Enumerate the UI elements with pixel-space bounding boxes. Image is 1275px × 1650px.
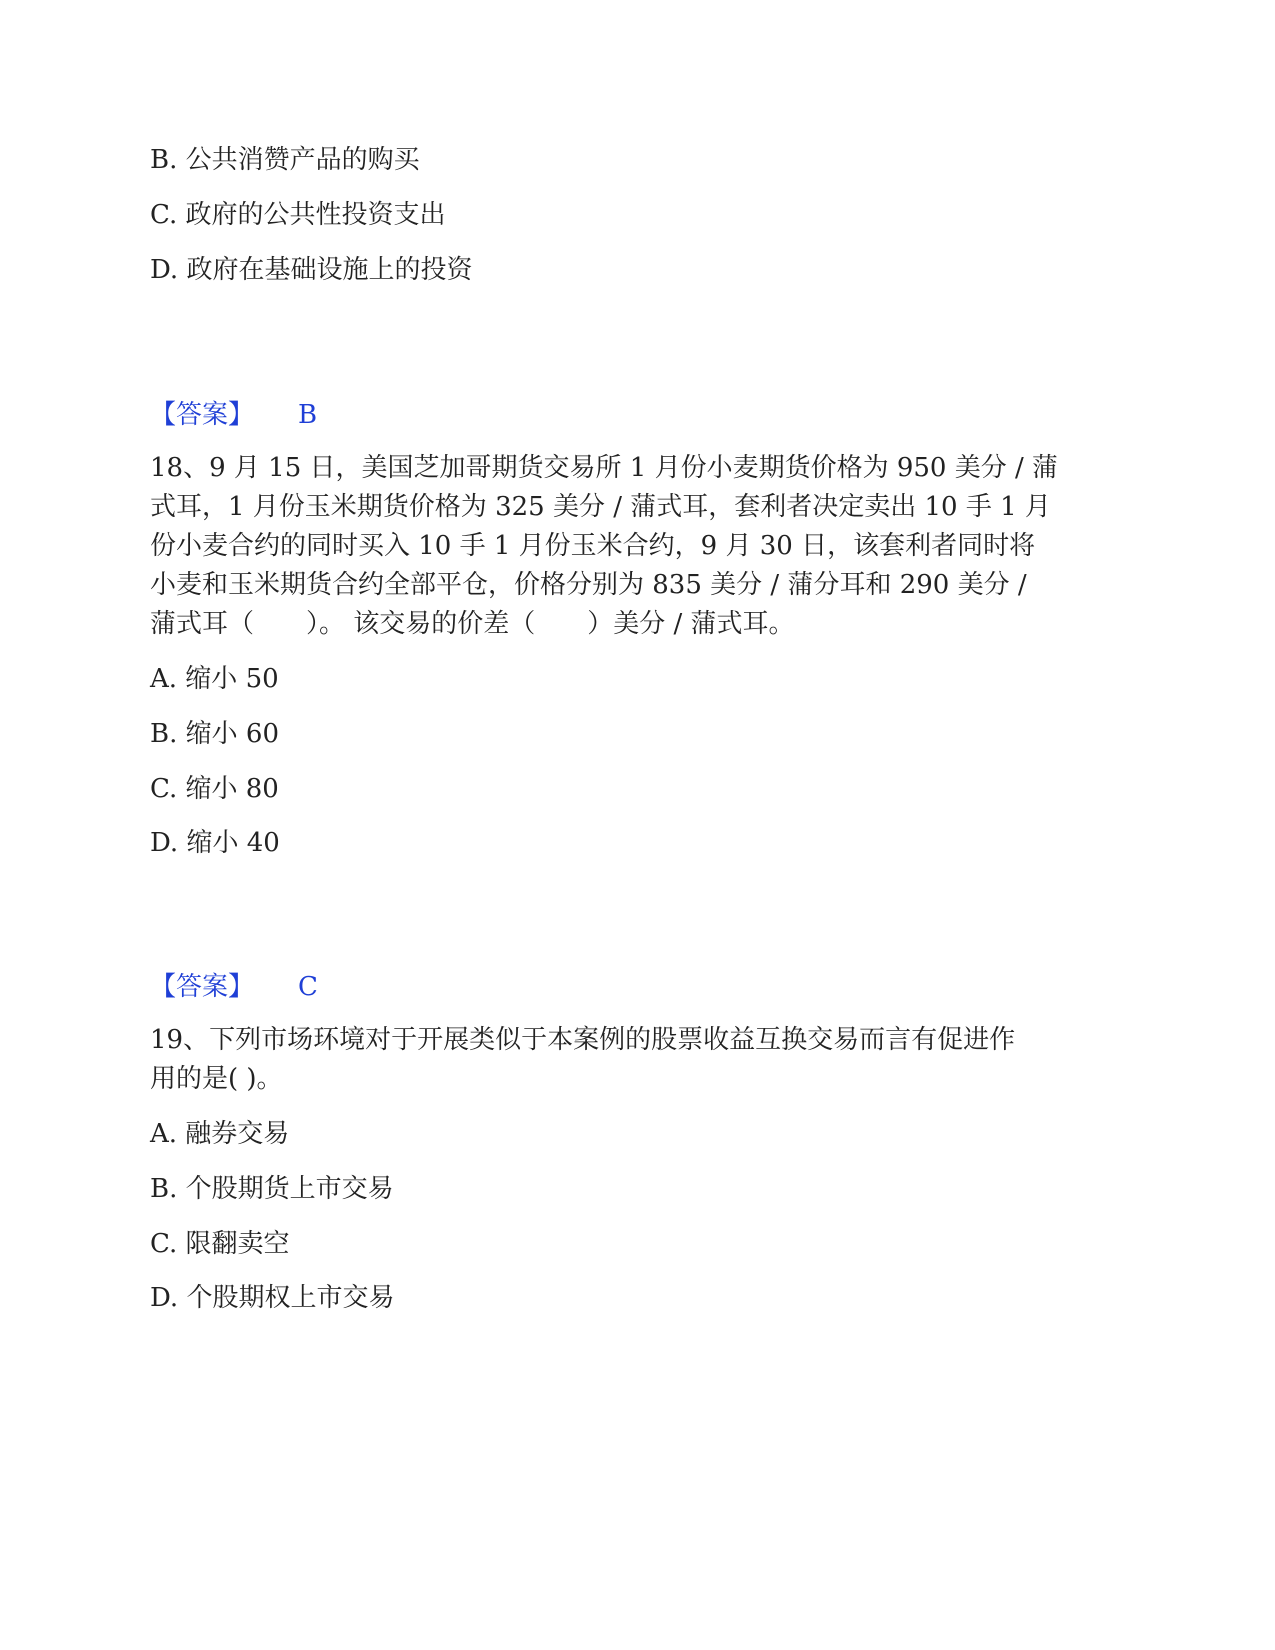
q19-stem-line-1: 19、下列市场环境对于开展类似于本案例的股票收益互换交易而言有促进作 <box>150 1025 1016 1055</box>
q18-stem-line-3: 份小麦合约的同时买入 10 手 1 月份玉米合约，9 月 30 日，该套利者同时将 <box>150 531 1036 561</box>
answer-value: B <box>298 400 318 430</box>
q19-stem-line-2: 用的是( )。 <box>150 1064 283 1094</box>
q19-option-a: A. 融券交易 <box>150 1119 290 1149</box>
q19-option-b: B. 个股期货上市交易 <box>150 1174 394 1204</box>
q18-option-d: D. 缩小 40 <box>150 828 280 858</box>
answer-18 <box>150 972 318 1002</box>
q18-stem-line-4: 小麦和玉米期货合约全部平仓，价格分别为 835 美分 / 蒲分耳和 290 美分 / <box>150 570 1027 600</box>
answer-17 <box>150 400 317 430</box>
q18-option-a: A. 缩小 50 <box>150 664 279 694</box>
q17-option-c: C. 政府的公共性投资支出 <box>150 200 446 230</box>
answer-label: 【答案】 <box>150 972 255 1002</box>
q17-option-d: D. 政府在基础设施上的投资 <box>150 255 473 285</box>
q18-option-c: C. 缩小 80 <box>150 774 279 804</box>
q18-option-b: B. 缩小 60 <box>150 719 279 749</box>
answer-label: 【答案】 <box>150 400 255 430</box>
q18-stem-line-2: 式耳，1 月份玉米期货价格为 325 美分 / 蒲式耳，套利者决定卖出 10 手 1 月 <box>150 492 1051 522</box>
q18-stem-line-1: 18、9 月 15 日，美国芝加哥期货交易所 1 月份小麦期货价格为 950 美分 / 蒲 <box>150 453 1059 483</box>
q17-option-b: B. 公共消赞产品的购买 <box>150 145 420 175</box>
q18-stem-line-5: 蒲式耳（ ）。 该交易的价差（ ）美分 / 蒲式耳。 <box>150 609 795 639</box>
q19-option-d: D. 个股期权上市交易 <box>150 1283 395 1313</box>
answer-value: C <box>298 972 318 1002</box>
q19-option-c: C. 限翻卖空 <box>150 1229 290 1259</box>
